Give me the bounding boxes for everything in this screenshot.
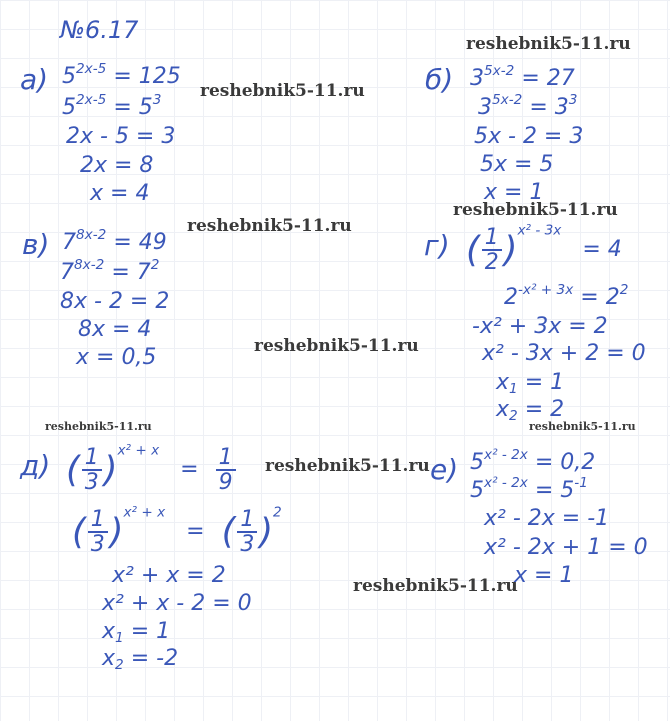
part-v-line-2: $7^{8x-2} = 7^2$ [60, 256, 160, 285]
part-v-line-4: 8x = 4 [78, 317, 152, 342]
part-a-line-5: x = 4 [90, 181, 150, 206]
watermark: reshebnik5-11.ru [466, 34, 631, 54]
watermark: reshebnik5-11.ru [453, 200, 618, 220]
part-a-label: а) [20, 63, 49, 96]
part-a-line-4: 2x = 8 [80, 153, 154, 178]
part-g-line-3: -x² + 3x = 2 [472, 314, 608, 339]
part-b-line-5: x = 1 [484, 180, 544, 205]
part-d-line-2: ( $\frac{1}{3}$ )$^{x^2 + x}$ = ( $\frac{1}{3}$ )$^2$ [72, 504, 282, 558]
part-e-line-2: $5^{x^2 - 2x} = 5^{-1}$ [470, 474, 588, 503]
part-g-line-6: $x_2 = 2$ [496, 397, 565, 425]
part-v-label: в) [22, 228, 50, 261]
part-v-line-1: $7^{8x-2} = 49$ [62, 226, 167, 255]
part-d-line-4: x² + x - 2 = 0 [102, 591, 252, 616]
part-e-line-4: x² - 2x + 1 = 0 [484, 535, 648, 560]
watermark: reshebnik5-11.ru [254, 336, 419, 356]
part-e-line-3: x² - 2x = -1 [484, 506, 610, 531]
watermark: reshebnik5-11.ru [265, 456, 430, 476]
part-d-line-3: x² + x = 2 [112, 563, 226, 588]
part-a-line-1: $5^{2x-5} = 125$ [62, 60, 181, 89]
part-g-line-2: $2^{-x^2 + 3x} = 2^2$ [504, 281, 629, 310]
part-d-label: д) [20, 449, 51, 482]
part-a-line-3: 2x - 5 = 3 [66, 124, 176, 149]
part-d-line-1: ( $\frac{1}{3}$ )$^{x^2 + x}$ = $\frac{1}{9}$ [66, 446, 238, 494]
part-g-label: г) [424, 229, 450, 262]
watermark: reshebnik5-11.ru [353, 576, 518, 596]
part-e-line-1: $5^{x^2 - 2x} = 0,2$ [470, 446, 596, 475]
part-a-line-2: $5^{2x-5} = 5^3$ [62, 91, 162, 120]
part-b-line-3: 5x - 2 = 3 [474, 124, 584, 149]
part-b-line-2: $3^{5x-2} = 3^3$ [478, 91, 578, 120]
part-g-line-1: ( $\frac{1}{2}$ )$^{x^2 - 3x}$ = 4 [466, 222, 622, 276]
part-b-line-1: $3^{5x-2} = 27$ [470, 62, 575, 91]
watermark: reshebnik5-11.ru [529, 420, 636, 433]
part-b-line-4: 5x = 5 [480, 152, 554, 177]
part-d-line-6: $x_2 = -2$ [102, 646, 179, 674]
part-g-line-4: x² - 3x + 2 = 0 [482, 341, 646, 366]
part-g-line-5: $x_1 = 1$ [496, 370, 565, 398]
part-v-line-3: 8x - 2 = 2 [60, 289, 170, 314]
problem-number: №6.17 [60, 16, 139, 44]
part-e-label: е) [430, 453, 459, 486]
part-d-line-5: $x_1 = 1$ [102, 619, 171, 647]
part-b-label: б) [425, 63, 454, 96]
watermark: reshebnik5-11.ru [187, 216, 352, 236]
watermark: reshebnik5-11.ru [45, 420, 152, 433]
part-e-line-5: x = 1 [514, 563, 574, 588]
part-v-line-5: x = 0,5 [76, 345, 157, 370]
watermark: reshebnik5-11.ru [200, 81, 365, 101]
